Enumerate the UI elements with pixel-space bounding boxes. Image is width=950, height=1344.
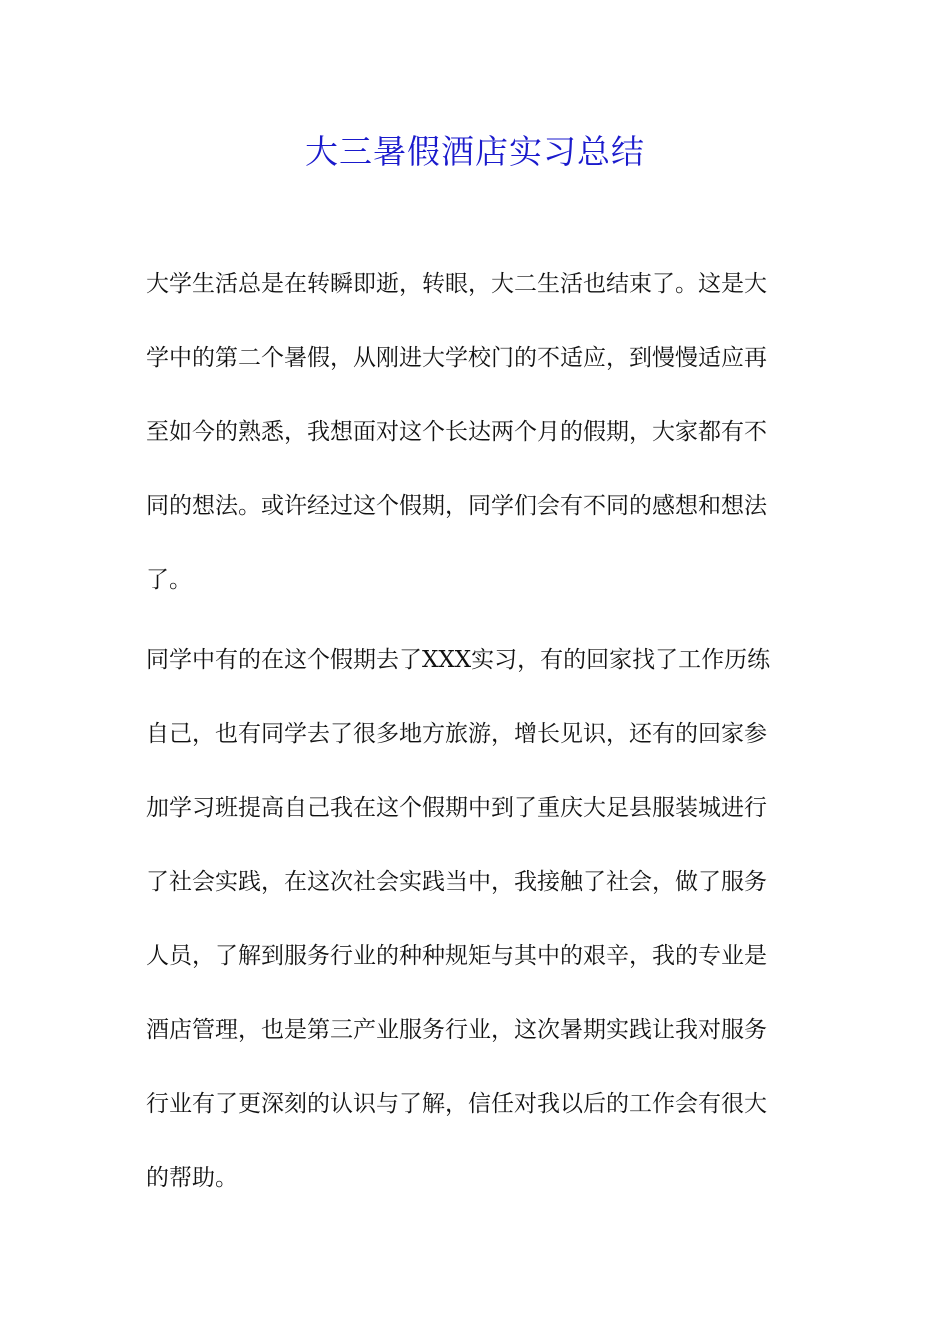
paragraph-line: 至如今的熟悉，我想面对这个长达两个月的假期，大家都有不: [146, 419, 767, 445]
paragraph-line: 酒店管理，也是第三产业服务行业，这次暑期实践让我对服务: [146, 1017, 767, 1043]
paragraph-line: 了社会实践，在这次社会实践当中，我接触了社会，做了服务: [146, 869, 767, 895]
paragraph-line: 的帮助。: [146, 1165, 238, 1191]
paragraph-line: 行业有了更深刻的认识与了解，信任对我以后的工作会有很大: [146, 1091, 767, 1117]
paragraph-line: 加学习班提高自己我在这个假期中到了重庆大足县服装城进行: [146, 795, 767, 821]
paragraph-line: 人员，了解到服务行业的种种规矩与其中的艰辛，我的专业是: [146, 943, 767, 969]
paragraph-line: 大学生活总是在转瞬即逝，转眼，大二生活也结束了。这是大: [146, 271, 767, 297]
paragraph-line: 同的想法。或许经过这个假期，同学们会有不同的感想和想法: [146, 493, 767, 519]
document-title: 大三暑假酒店实习总结: [305, 132, 645, 171]
paragraph-line: 同学中有的在这个假期去了XXX实习，有的回家找了工作历练: [146, 647, 771, 673]
paragraph-line: 自己，也有同学去了很多地方旅游，增长见识，还有的回家参: [146, 721, 767, 747]
paragraph-line: 学中的第二个暑假，从刚进大学校门的不适应，到慢慢适应再: [146, 345, 767, 371]
paragraph-line: 了。: [146, 567, 192, 593]
